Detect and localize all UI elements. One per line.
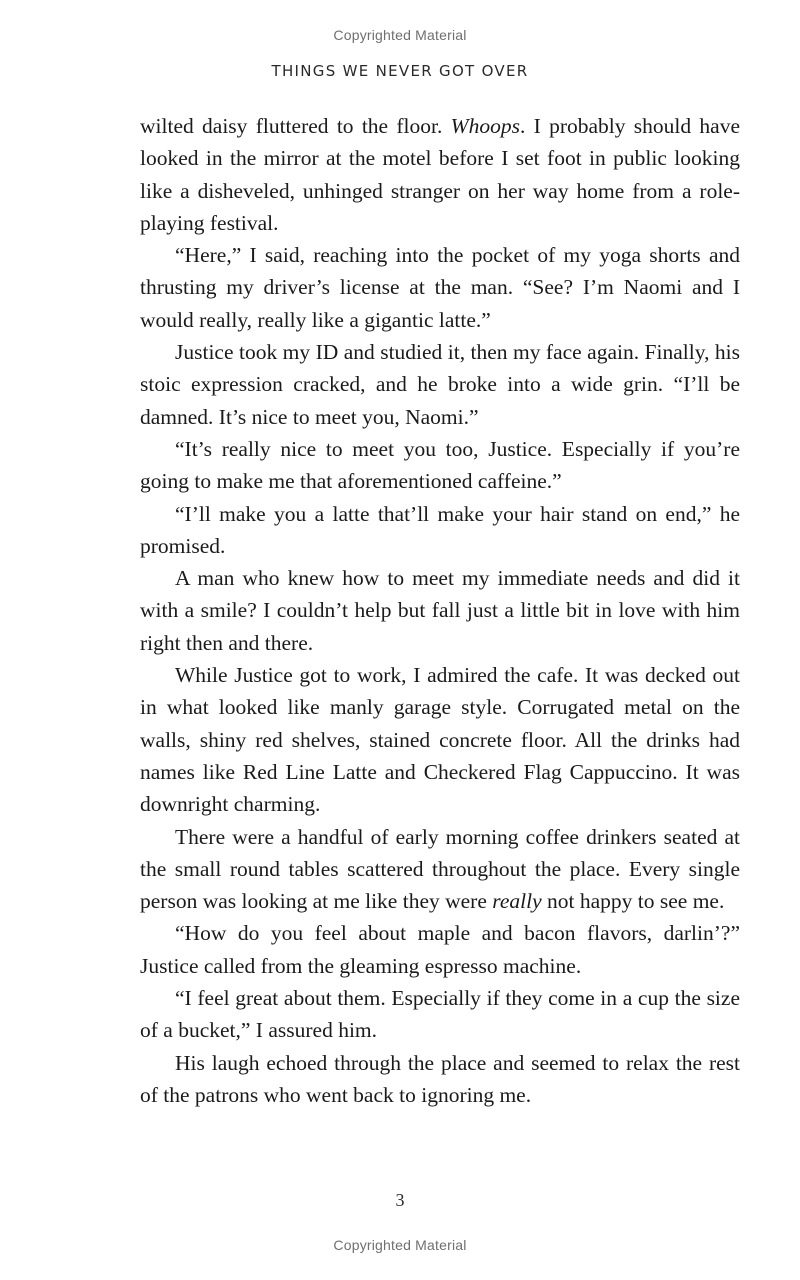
paragraph: [140, 917, 740, 982]
page-number: 3: [395, 1190, 405, 1210]
paragraph-text: His laugh echoed through the place and seemed to relax the rest of the patrons who went back to ignoring me.: [140, 1050, 740, 1107]
paragraph-text: While Justice got to work, I admired the cafe. It was decked out in what looked like manly garage style. Corrugated metal on the walls, shiny red shelves, stained concrete floor. All the drinks had names like Red Line Latte and Checkered Flag Cappuccino. It was downright charming.: [140, 663, 740, 817]
italic-text: really: [492, 889, 542, 914]
paragraph-text: . I probably should have looked in the mirror at the motel before I set foot in public looking like a disheveled, unhinged stranger on her way home from a role-playing festival.: [140, 114, 741, 235]
paragraph: [140, 562, 740, 659]
paragraph-text: wilted daisy fluttered to the floor.: [140, 114, 451, 138]
paragraph: [140, 498, 740, 563]
paragraph: [140, 239, 740, 336]
paragraph: [140, 110, 740, 239]
paragraph: [140, 433, 740, 498]
paragraph: [140, 659, 740, 820]
italic-text: Whoops: [450, 114, 520, 138]
paragraph-text: “How do you feel about maple and bacon flavors, darlin’?” Justice called from the gleaming espresso machine.: [140, 921, 740, 978]
copyright-watermark-bottom: Copyrighted Material: [333, 1237, 467, 1253]
paragraph: [140, 1047, 740, 1112]
paragraph: [140, 982, 740, 1047]
paragraph-text: “I feel great about them. Especially if they come in a cup the size of a bucket,” I assured him.: [140, 986, 740, 1043]
paragraph-text: “It’s really nice to meet you too, Justice. Especially if you’re going to make me that aforementioned caffeine.”: [140, 436, 740, 494]
paragraph: [140, 821, 740, 918]
paragraph-text: “Here,” I said, reaching into the pocket of my yoga shorts and thrusting my driver’s license at the man. “See? I’m Naomi and I would really, really like a gigantic latte.”: [140, 243, 740, 332]
paragraph-text: There were a handful of early morning coffee drinkers seated at the small round tables scattered throughout the place. Every single person was looking at me like they were: [140, 824, 740, 914]
copyright-watermark-top: Copyrighted Material: [333, 27, 467, 43]
paragraph-text: “I’ll make you a latte that’ll make your hair stand on end,” he promised.: [140, 501, 740, 558]
paragraph-text: A man who knew how to meet my immediate needs and did it with a smile? I couldn’t help but fall just a little bit in love with him right then and there.: [140, 566, 740, 655]
paragraph-text: Justice took my ID and studied it, then my face again. Finally, his stoic expression cracked, and he broke into a wide grin. “I’ll be damned. It’s nice to meet you, Naomi.”: [140, 340, 740, 429]
paragraph: [140, 336, 740, 433]
body-text: [140, 110, 740, 1111]
paragraph-text: not happy to see me.: [541, 889, 725, 914]
running-head: THINGS WE NEVER GOT OVER: [271, 62, 529, 80]
